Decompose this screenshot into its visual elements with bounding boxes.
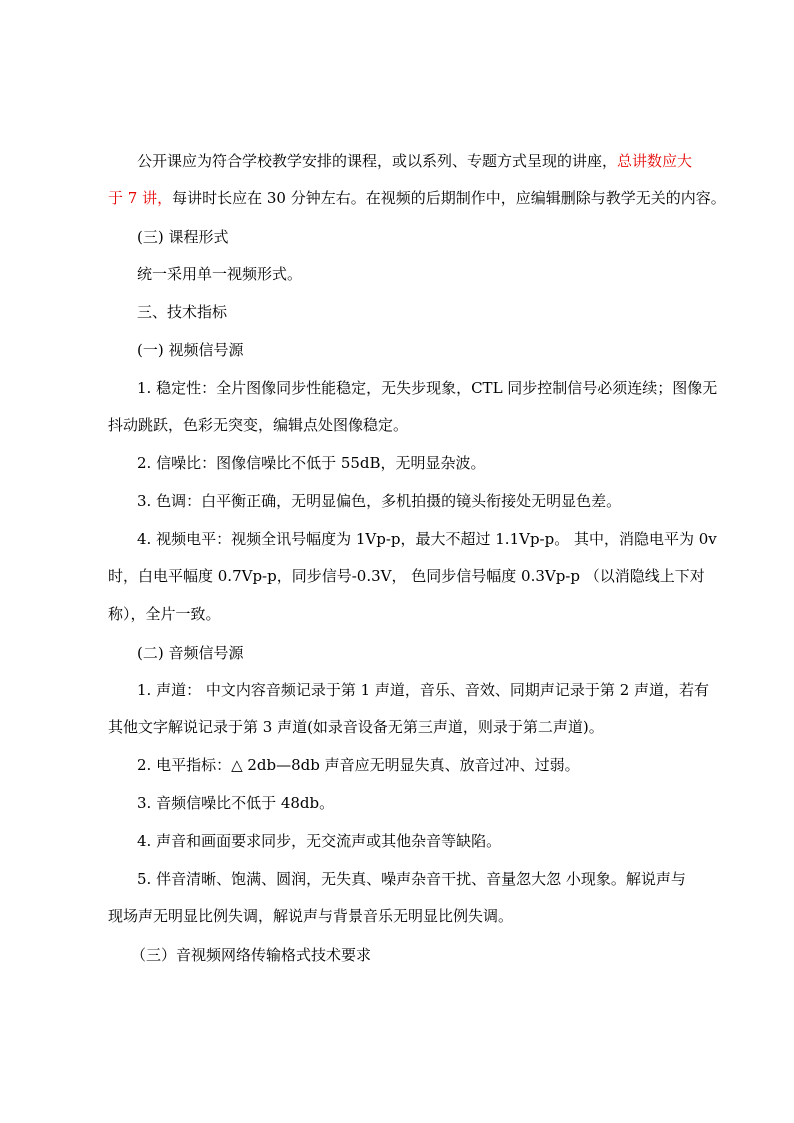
paragraph-line: 4. 声音和画面要求同步，无交流声或其他杂音等缺陷。 (137, 832, 502, 850)
paragraph-line (108, 188, 726, 208)
paragraph-line: 时，白电平幅度 0.7Vp-p，同步信号-0.3V， 色同步信号幅度 0.3Vp-p （以消隐线上下对 (108, 567, 705, 585)
paragraph-text: 每讲时长应在 30 分钟左右。在视频的后期制作中，应编辑删除与教学无关的内容。 (172, 189, 726, 207)
paragraph-line: 2. 电平指标：△ 2db—8db 声音应无明显失真、放音过冲、过弱。 (137, 756, 580, 774)
paragraph-line: 1. 稳定性：全片图像同步性能稳定，无失步现象，CTL 同步控制信号必须连续；图像无 (137, 379, 718, 397)
paragraph-line: 3. 音频信噪比不低于 48db。 (137, 794, 335, 812)
paragraph-line: 1. 声道： 中文内容音频记录于第 1 声道，音乐、音效、同期声记录于第 2 声道，若有 (137, 681, 710, 699)
paragraph-line (137, 151, 692, 171)
section-heading-video: (一) 视频信号源 (137, 341, 244, 359)
paragraph-line: 5. 伴音清晰、饱满、圆润，无失真、噪声杂音干扰、音量忽大忽 小现象。解说声与 (137, 870, 686, 888)
section-heading-tech: 三、技术指标 (137, 303, 228, 321)
paragraph-text: 公开课应为符合学校教学安排的课程，或以系列、专题方式呈现的讲座， (137, 152, 618, 170)
section-heading-audio: (二) 音频信号源 (137, 644, 244, 662)
paragraph-line: 称），全片一致。 (108, 605, 221, 623)
paragraph-line: 现场声无明显比例失调，解说声与背景音乐无明显比例失调。 (108, 907, 514, 925)
paragraph-line: 统一采用单一视频形式。 (137, 265, 303, 283)
paragraph-line: 其他文字解说记录于第 3 声道(如录音设备无第三声道，则录于第二声道)。 (108, 718, 604, 736)
highlighted-text: 总讲数应大 (617, 152, 693, 170)
section-heading-course-form: (三) 课程形式 (137, 228, 229, 246)
section-heading-network: （三）音视频网络传输格式技术要求 (131, 946, 372, 964)
paragraph-line: 抖动跳跃，色彩无突变，编辑点处图像稳定。 (108, 416, 409, 434)
paragraph-line: 3. 色调：白平衡正确，无明显偏色，多机拍摄的镜头衔接处无明显色差。 (137, 492, 622, 510)
paragraph-line: 4. 视频电平：视频全讯号幅度为 1Vp-p，最大不超过 1.1Vp-p。 其中，消隐电平为 0v (137, 530, 717, 548)
highlighted-text: 于 7 讲， (108, 189, 173, 207)
paragraph-line: 2. 信噪比：图像信噪比不低于 55dB，无明显杂波。 (137, 454, 486, 472)
